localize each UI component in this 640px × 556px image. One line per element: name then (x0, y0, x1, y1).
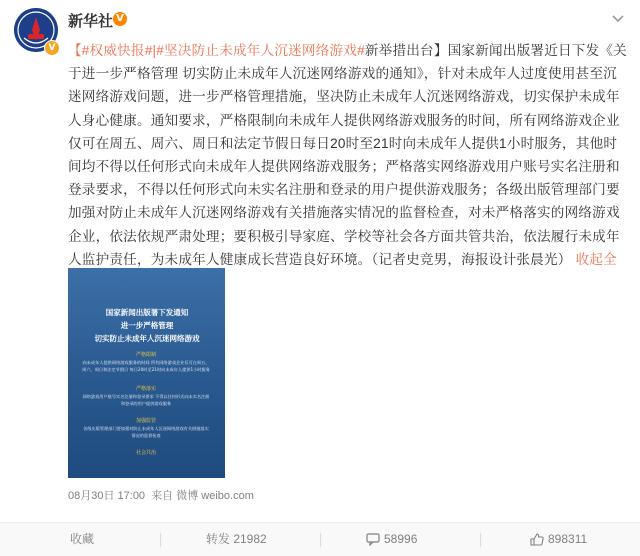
repost-button[interactable]: 转发 21982 (206, 532, 267, 546)
topic-text: 新举措出台 (364, 43, 434, 58)
post-date[interactable]: 08月30日 17:00 (68, 490, 146, 502)
post-image[interactable] (68, 268, 225, 478)
topic-link-anti-addiction[interactable]: #坚决防止未成年人沉迷网络游戏# (156, 43, 365, 58)
verified-badge-icon: V (44, 40, 60, 56)
poster-section-text: 各级出版管理部门要加强对防止未成年人沉迷网络游戏有关措施落实情况的监督检查 (83, 426, 209, 438)
post-content (68, 39, 628, 294)
post-meta (68, 487, 254, 503)
poster-section-head: 加强监管 (135, 418, 156, 424)
collapse-link[interactable]: 收起全 (68, 252, 617, 290)
action-bar (0, 522, 640, 556)
comment-button[interactable]: 58996 (366, 523, 417, 556)
poster-section-head: 严格落实 (135, 386, 156, 392)
author-name[interactable]: 新华社 (68, 13, 114, 30)
collect-button[interactable]: 收藏 (70, 532, 95, 546)
topic-separator: | (152, 43, 157, 58)
like-icon (530, 533, 544, 546)
poster-section-head: 社会共治 (135, 450, 156, 456)
chevron-down-icon[interactable] (610, 10, 626, 26)
poster-section-text: 向未成年人提供网络游戏服务的时间 所有网络游戏企业仅可在周五、周六、周日和法定节假日 每日20时至21时向未成年人提供1小时服务 (82, 360, 210, 372)
source-prefix: 来自 (151, 490, 174, 502)
poster-title: 国家新闻出版署下发通知 进一步严格管理 切实防止未成年人沉迷网络游戏 (94, 308, 200, 343)
topic-link-authority[interactable]: 【#权威快报# (68, 43, 153, 58)
post-source[interactable]: 微博 weibo.com (176, 490, 254, 502)
divider (160, 533, 161, 547)
vip-icon[interactable]: V (113, 12, 127, 26)
poster-section-head: 严格限制 (135, 352, 156, 358)
divider (480, 533, 481, 547)
poster-section-text: 网络游戏用户账号实名注册和登录要求 不得以任何形式向未实名注册和登录的用户提供游戏服务 (82, 394, 210, 406)
like-button[interactable]: 898311 (530, 523, 587, 556)
comment-icon (366, 533, 380, 546)
divider (320, 533, 321, 547)
post-body-text: 】国家新闻出版署近日下发《关于进一步严格管理 切实防止未成年人沉迷网络游戏的通知》，针对未成年人过度使用甚至沉迷网络游戏问题，进一步严格管理措施，坚决防止未成年人沉迷网络游戏，切实保护未成年人身心健康。通知要求，严格限制向未成年人提供网络游戏服务的时间，所有网络游戏企业仅可在周五、周六、周日和法定节假日每日20时至21时向未成年人提供1小时服务，其他时间均不得以任何形式向未成年人提供网络游戏服务；严格落实网络游戏用户账号实名注册和登录要求，不得以任何形式向未实名注册和登录的用户提供游戏服务；各级出版管理部门要加强对防止未成年人沉迷网络游戏有关措施落实情况的监督检查，对未严格落实的网络游戏企业，依法依规严肃处理；要积极引导家庭、学校等社会各方面共管共治，依法履行未成年人监护责任，为未成年人健康成长营造良好环境。（记者史竞男，海报设计张晨光） (68, 43, 627, 267)
